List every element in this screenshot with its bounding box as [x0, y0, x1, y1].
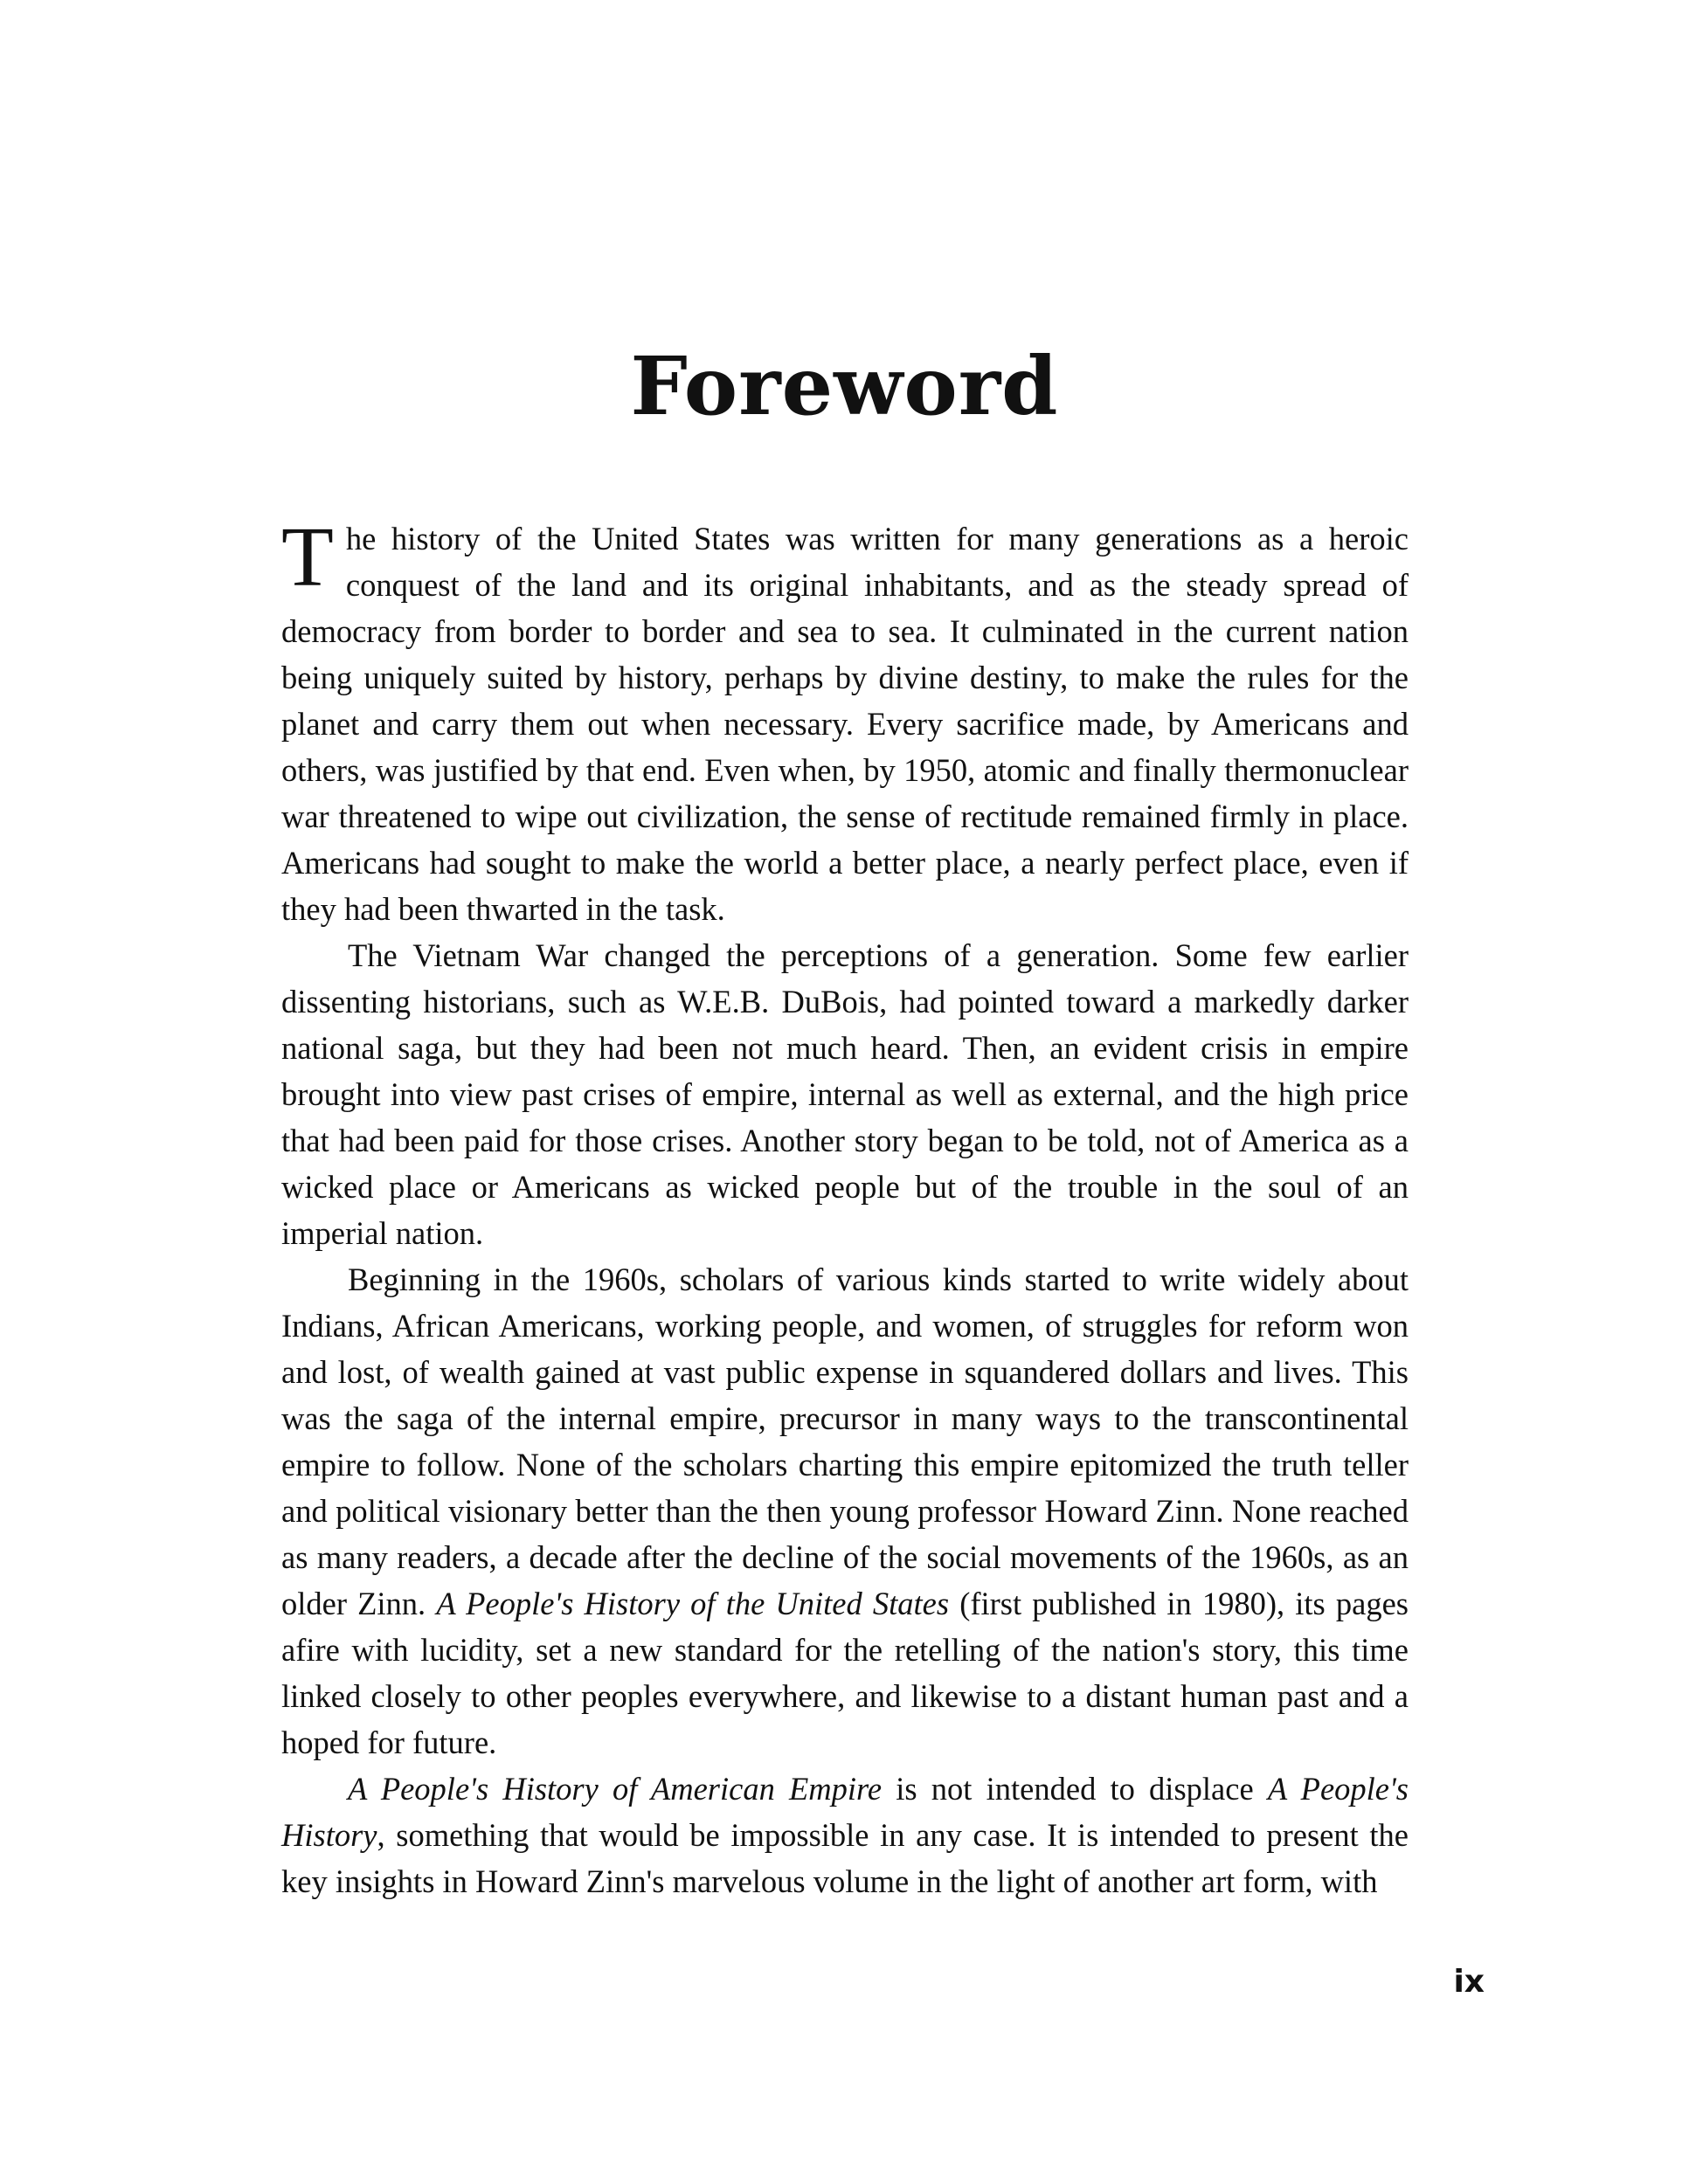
paragraph-2-text: The Vietnam War changed the perceptions of a generation. Some few earlier dissenting historians, such as W.E.B. DuBois, had pointed toward a markedly darker national saga, but they had been not much heard. Then, an evident crisis in empire brought into view past crises of empire, internal as well as external, and the high price that had been paid for those crises. Another story began to be told, not of America as a wicked place or Americans as wicked people but of the trouble in the soul of an imperial nation.: [281, 937, 1409, 1251]
body-text: [281, 510, 1409, 1904]
paragraph-4-text-a: is not intended to displace: [882, 1771, 1268, 1807]
paragraph-4: [281, 1766, 1409, 1904]
book-title-peoples-history-american-empire: A People's History of American Empire: [348, 1771, 883, 1807]
book-title-peoples-history: A People's History: [281, 1771, 1409, 1853]
paragraph-3-text-a: Beginning in the 1960s, scholars of various kinds started to write widely about Indians, African Americans, working people, and women, of struggles for reform won and lost, of wealth gained at vast public expense in squandered dollars and lives. This was the saga of the internal empire, precursor in many ways to the transcontinental empire to follow. None of the scholars charting this empire epitomized the truth teller and political visionary better than the then young professor Howard Zinn. None reached as many readers, a decade after the decline of the social movements of the 1960s, as an older Zinn.: [281, 1261, 1409, 1621]
paragraph-3-text-b: (first published in 1980), its pages afire with lucidity, set a new standard for the retelling of the nation's story, this time linked closely to other peoples everywhere, and likewise to a distant human past and a hoped for future.: [281, 1586, 1409, 1760]
page-number: ix: [1453, 1964, 1485, 2000]
book-title-peoples-history-us: A People's History of the United States: [436, 1586, 950, 1621]
paragraph-1-text: he history of the United States was written for many generations as a heroic conquest of the land and its original inhabitants, and as the steady spread of democracy from border to border and sea to sea. It culminated in the current nation being uniquely suited by history, perhaps by divine destiny, to make the rules for the planet and carry them out when necessary. Every sacrifice made, by Americans and others, was justified by that end. Even when, by 1950, atomic and finally thermonuclear war threatened to wipe out civilization, the sense of rectitude remained firmly in place. Americans had sought to make the world a better place, a nearly perfect place, even if they had been thwarted in the task.: [281, 521, 1409, 927]
paragraph-3: [281, 1256, 1409, 1766]
paragraph-2: [281, 932, 1409, 1256]
page-title: Foreword: [630, 339, 1059, 433]
paragraph-1: [281, 510, 1409, 932]
paragraph-4-text-b: , something that would be impossible in any case. It is intended to present the key insights in Howard Zinn's marvelous volume in the light of another art form, with: [281, 1817, 1409, 1899]
drop-cap: T: [281, 510, 334, 605]
